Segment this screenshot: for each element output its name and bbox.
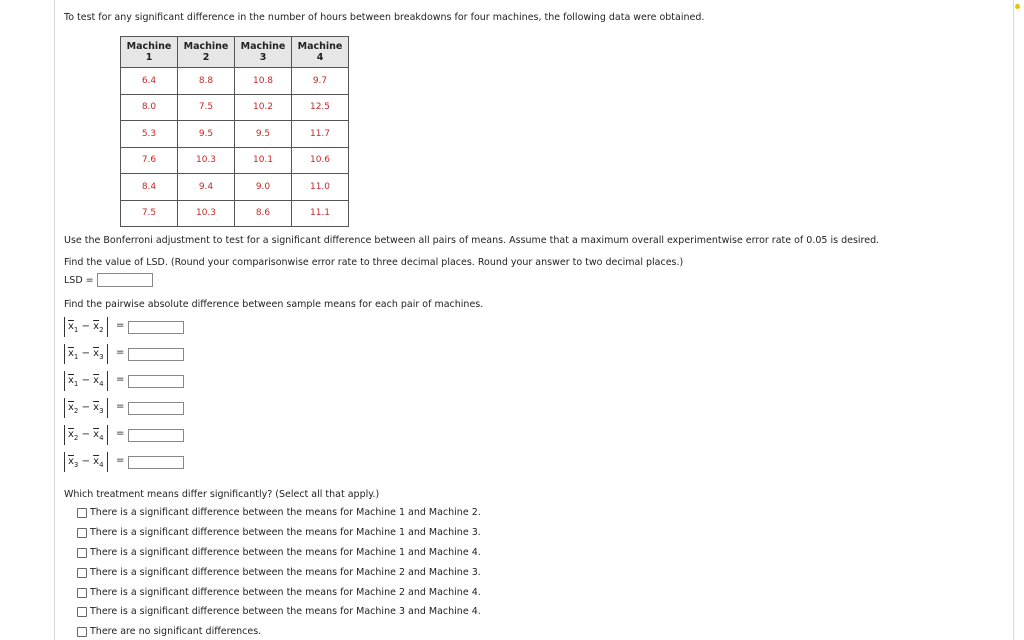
diff-input-2-3[interactable] xyxy=(128,402,184,415)
abs-difference-expression: $\overline{x}_1 - \overline{x}_3$ xyxy=(64,344,108,364)
header-machine-2: Machine 2 xyxy=(178,37,235,68)
table-row xyxy=(121,174,349,201)
abs-difference-expression: $\overline{x}_2 - \overline{x}_3$ xyxy=(64,398,108,418)
table-row xyxy=(121,200,349,227)
equals-sign: = xyxy=(116,401,125,412)
option-label: There are no significant differences. xyxy=(90,626,262,637)
option-checkbox-1-4[interactable] xyxy=(77,548,87,558)
table-cell: 10.8 xyxy=(235,68,292,95)
table-cell: 10.3 xyxy=(178,147,235,174)
pair-row-3-4 xyxy=(64,452,194,472)
pair-row-1-4 xyxy=(64,371,194,391)
table-cell: 9.7 xyxy=(292,68,349,95)
diff-input-1-3[interactable] xyxy=(128,348,184,361)
table-cell: 12.5 xyxy=(292,94,349,121)
pairwise-instruction: Find the pairwise absolute difference between sample means for each pair of machines. xyxy=(64,299,484,310)
option-label: There is a significant difference between the means for Machine 1 and Machine 4. xyxy=(90,547,481,558)
bonferroni-text: Use the Bonferroni adjustment to test for a significant difference between all pairs of means. Assume that a maximum overall experimentwise error rate of 0.05 is desired. xyxy=(64,235,880,246)
pair-row-2-4 xyxy=(64,425,194,445)
table-cell: 7.5 xyxy=(178,94,235,121)
equals-sign: = xyxy=(116,320,125,331)
diff-input-1-2[interactable] xyxy=(128,321,184,334)
table-cell: 8.8 xyxy=(178,68,235,95)
abs-difference-expression: $\overline{x}_1 - \overline{x}_2$ xyxy=(64,317,108,337)
status-dot xyxy=(1015,4,1020,9)
table-cell: 10.1 xyxy=(235,147,292,174)
equals-sign: = xyxy=(116,374,125,385)
table-row xyxy=(121,121,349,148)
table-cell: 8.0 xyxy=(121,94,178,121)
option-checkbox-1-2[interactable] xyxy=(77,508,87,518)
option-checkbox-2-3[interactable] xyxy=(77,568,87,578)
option-label: There is a significant difference between the means for Machine 1 and Machine 2. xyxy=(90,507,481,518)
abs-difference-expression: $\overline{x}_2 - \overline{x}_4$ xyxy=(64,425,108,445)
table-cell: 10.2 xyxy=(235,94,292,121)
abs-difference-expression: $\overline{x}_3 - \overline{x}_4$ xyxy=(64,452,108,472)
table-cell: 8.4 xyxy=(121,174,178,201)
equals-sign: = xyxy=(116,455,125,466)
table-cell: 8.6 xyxy=(235,200,292,227)
table-cell: 6.4 xyxy=(121,68,178,95)
option-checkbox-none[interactable] xyxy=(77,627,87,637)
header-machine-4: Machine 4 xyxy=(292,37,349,68)
data-table xyxy=(120,36,349,227)
table-cell: 9.4 xyxy=(178,174,235,201)
table-cell: 11.7 xyxy=(292,121,349,148)
option-checkbox-1-3[interactable] xyxy=(77,528,87,538)
lsd-instruction: Find the value of LSD. (Round your comparisonwise error rate to three decimal places. Round your answer to two decimal places.) xyxy=(64,257,684,268)
diff-input-1-4[interactable] xyxy=(128,375,184,388)
table-cell: 10.3 xyxy=(178,200,235,227)
option-checkbox-3-4[interactable] xyxy=(77,607,87,617)
table-cell: 5.3 xyxy=(121,121,178,148)
table-cell: 7.5 xyxy=(121,200,178,227)
table-cell: 10.6 xyxy=(292,147,349,174)
lsd-label: LSD = xyxy=(64,275,94,286)
table-cell: 9.0 xyxy=(235,174,292,201)
table-cell: 11.0 xyxy=(292,174,349,201)
pair-row-1-2 xyxy=(64,317,194,337)
table-cell: 9.5 xyxy=(235,121,292,148)
pair-row-1-3 xyxy=(64,344,194,364)
option-label: There is a significant difference between the means for Machine 2 and Machine 3. xyxy=(90,567,481,578)
abs-difference-expression: $\overline{x}_1 - \overline{x}_4$ xyxy=(64,371,108,391)
table-row xyxy=(121,94,349,121)
pair-row-2-3 xyxy=(64,398,194,418)
table-cell: 9.5 xyxy=(178,121,235,148)
header-machine-1: Machine 1 xyxy=(121,37,178,68)
option-label: There is a significant difference between the means for Machine 1 and Machine 3. xyxy=(90,527,481,538)
intro-text: To test for any significant difference in the number of hours between breakdowns for four machines, the following data were obtained. xyxy=(64,12,705,23)
table-cell: 11.1 xyxy=(292,200,349,227)
significance-question: Which treatment means differ significantly? (Select all that apply.) xyxy=(64,489,380,500)
diff-input-2-4[interactable] xyxy=(128,429,184,442)
option-checkbox-2-4[interactable] xyxy=(77,588,87,598)
header-machine-3: Machine 3 xyxy=(235,37,292,68)
option-label: There is a significant difference between the means for Machine 2 and Machine 4. xyxy=(90,587,481,598)
table-row xyxy=(121,68,349,95)
equals-sign: = xyxy=(116,428,125,439)
lsd-input[interactable] xyxy=(97,273,153,287)
table-cell: 7.6 xyxy=(121,147,178,174)
equals-sign: = xyxy=(116,347,125,358)
table-row xyxy=(121,147,349,174)
option-label: There is a significant difference between the means for Machine 3 and Machine 4. xyxy=(90,606,481,617)
diff-input-3-4[interactable] xyxy=(128,456,184,469)
